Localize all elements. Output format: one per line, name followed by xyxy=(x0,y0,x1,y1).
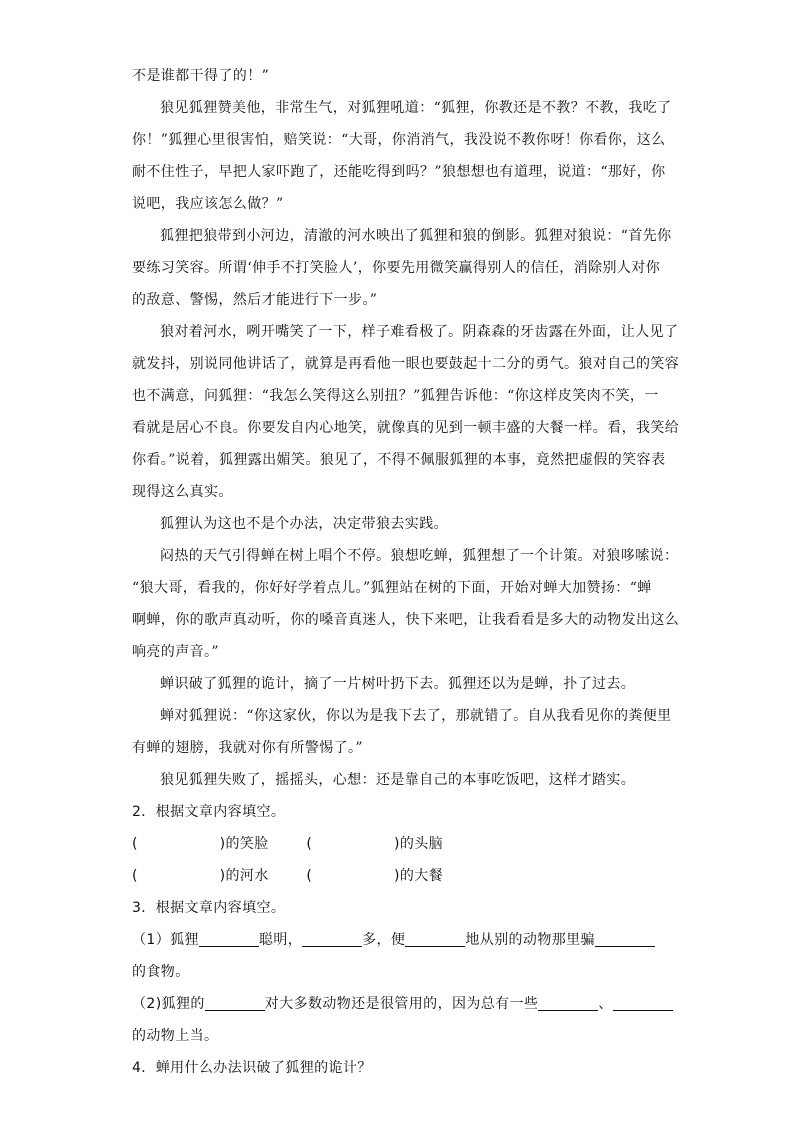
fill-label-feast: )的大餐 xyxy=(393,868,444,884)
question-2-row-2 xyxy=(132,866,732,886)
question-3-item-2-cont: 的动物上当。 xyxy=(132,1028,219,1044)
answer-blank[interactable] xyxy=(199,930,259,947)
answer-blank[interactable] xyxy=(302,930,362,947)
story-line: 蝉对狐狸说：“你这家伙，你以为是我下去了，那就错了。自从我看见你的粪便里 xyxy=(160,708,672,724)
story-line: 狼对着河水，咧开嘴笑了一下，样子难看极了。阴森森的牙齿露在外面，让人见了 xyxy=(160,324,679,340)
question-4-title: 4．蝉用什么办法识破了狐狸的诡计？ xyxy=(132,1060,372,1076)
story-line: 看就是居心不良。你要发自内心地笑，就像真的见到一顿丰盛的大餐一样。看，我笑给 xyxy=(132,420,680,436)
story-line: 说吧，我应该怎么做？” xyxy=(132,196,284,212)
story-line: 就发抖，别说同他讲话了，就算是再看他一眼也要鼓起十二分的勇气。狼对自己的笑容 xyxy=(132,356,680,372)
answer-blank[interactable] xyxy=(613,994,673,1011)
open-paren: ( xyxy=(306,868,313,884)
question-3-item-2 xyxy=(132,994,672,1014)
answer-blank[interactable] xyxy=(595,930,655,947)
open-paren: ( xyxy=(132,836,138,852)
story-line: 狐狸认为这也不是个办法，决定带狼去实践。 xyxy=(160,516,448,532)
story-line: 闷热的天气引得蝉在树上唱个不停。狼想吃蝉，狐狸想了一个计策。对狼哆嗦说： xyxy=(160,548,679,564)
open-paren: ( xyxy=(132,868,138,884)
story-line: 现得这么真实。 xyxy=(132,484,233,500)
story-line: 狼见狐狸赞美他，非常生气，对狐狸吼道：“狐狸，你教还是不教？不教，我吃了 xyxy=(160,100,672,116)
fill-label-smile: )的笑脸 xyxy=(219,836,269,852)
answer-blank[interactable] xyxy=(538,994,598,1011)
story-line: 蝉识破了狐狸的诡计，摘了一片树叶扔下去。狐狸还以为是蝉，扑了过去。 xyxy=(160,676,636,692)
story-line: 要练习笑容。所谓‘伸手不打笑脸人’，你要先用微笑赢得别人的信任，消除别人对你 xyxy=(132,260,661,276)
question-3-item-1 xyxy=(132,930,672,950)
item-1-text: 多，便 xyxy=(362,932,406,948)
story-line: 狼见狐狸失败了，摇摇头，心想：还是靠自己的本事吃饭吧，这样才踏实。 xyxy=(160,772,636,788)
answer-blank[interactable] xyxy=(405,930,465,947)
item-2-text: （2)狐狸的 xyxy=(132,996,205,1012)
story-line: “狼大哥，看我的，你好好学着点儿。”狐狸站在树的下面，开始对蝉大加赞扬：“蝉 xyxy=(132,580,652,596)
story-line: 有蝉的翅膀，我就对你有所警惕了。” xyxy=(132,740,363,756)
item-1-text: 地从别的动物那里骗 xyxy=(465,932,595,948)
story-line: 耐不住性子，早把人家吓跑了，还能吃得到吗？”狼想想也有道理，说道：“那好，你 xyxy=(132,164,666,180)
question-3-item-1-cont: 的食物。 xyxy=(132,964,190,980)
story-line: 你！”狐狸心里很害怕，赔笑说：“大哥，你消消气，我没说不教你呀！你看你，这么 xyxy=(132,132,666,148)
item-2-text: 对大多数动物还是很管用的，因为总有一些 xyxy=(264,996,539,1012)
item-1-text: （1）狐狸 xyxy=(132,932,199,948)
story-line: 不是谁都干得了的！” xyxy=(132,68,270,84)
question-2-row-1 xyxy=(132,834,732,854)
question-3-title: 3．根据文章内容填空。 xyxy=(132,900,286,916)
item-2-text: 、 xyxy=(598,996,613,1012)
story-line: 你看。”说着，狐狸露出媚笑。狼见了，不得不佩服狐狸的本事，竟然把虚假的笑容表 xyxy=(132,452,666,468)
answer-blank[interactable] xyxy=(205,994,265,1011)
open-paren: ( xyxy=(306,836,313,852)
fill-label-river: )的河水 xyxy=(219,868,269,884)
question-2-title: 2．根据文章内容填空。 xyxy=(132,804,286,820)
story-line: 也不满意，问狐狸：“我怎么笑得这么别扭？”狐狸告诉他：“你这样皮笑肉不笑，一 xyxy=(132,388,659,404)
item-1-text: 聪明， xyxy=(258,932,303,948)
story-line: 响亮的声音。” xyxy=(132,644,219,660)
story-line: 狐狸把狼带到小河边，清澈的河水映出了狐狸和狼的倒影。狐狸对狼说：“首先你 xyxy=(160,228,672,244)
story-line: 啊蝉，你的歌声真动听，你的嗓音真迷人，快下来吧，让我看看是多大的动物发出这么 xyxy=(132,612,680,628)
story-line: 的敌意、警惕，然后才能进行下一步。” xyxy=(132,292,378,308)
fill-label-mind: )的头脑 xyxy=(393,836,444,852)
